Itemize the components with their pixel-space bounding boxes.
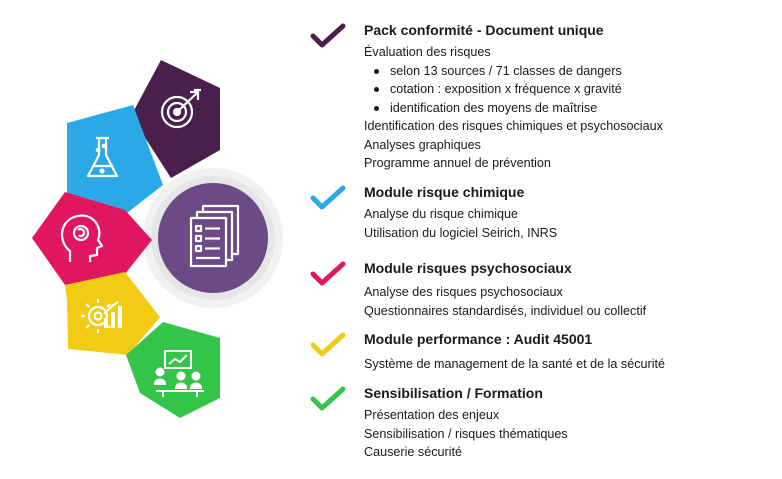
line-item: Analyse des risques psychosociaux [364,285,563,299]
documents-icon [191,206,238,266]
line-item: Programme annuel de prévention [364,156,551,170]
bullet-item: selon 13 sources / 71 classes de dangers [364,62,663,81]
line-item: Analyse du risque chimique [364,207,519,221]
checkmark-icon [310,22,346,50]
checkmark-icon [310,331,346,359]
line-item: Sensibilisation / risques thématiques [364,426,568,441]
line-item: Causerie sécurité [364,445,462,459]
line-item: Présentation des enjeux [364,408,500,422]
section-title: Module performance : Audit 45001 [364,331,593,347]
bullet-item: identification des moyens de maîtrise [364,99,663,118]
section-lines [364,43,663,173]
section-lines [364,205,557,242]
line-item: Questionnaires standardisés, individuel ou collectif [364,303,647,318]
checkmark-icon [310,184,346,212]
checkmark-icon [310,385,346,413]
line-item: Utilisation du logiciel Seirich, INRS [364,225,558,240]
line-item: Identification des risques chimiques et psychosociaux [364,119,663,133]
checkmark-icon [310,260,346,288]
section-lines [364,406,568,462]
bullet-item: cotation : exposition x fréquence x gravité [364,80,663,99]
line-item: Analyses graphiques [364,137,481,152]
section-lines [364,355,665,374]
section-title: Module risque chimique [364,184,525,200]
section-title: Pack conformité - Document unique [364,22,604,38]
section-title: Module risques psychosociaux [364,260,572,276]
section-title: Sensibilisation / Formation [364,385,543,401]
line-item: Système de management de la santé et de la sécurité [364,357,666,371]
line-item: Évaluation des risques [364,45,491,59]
hexagon-diagram [0,0,300,479]
section-lines [364,283,646,320]
